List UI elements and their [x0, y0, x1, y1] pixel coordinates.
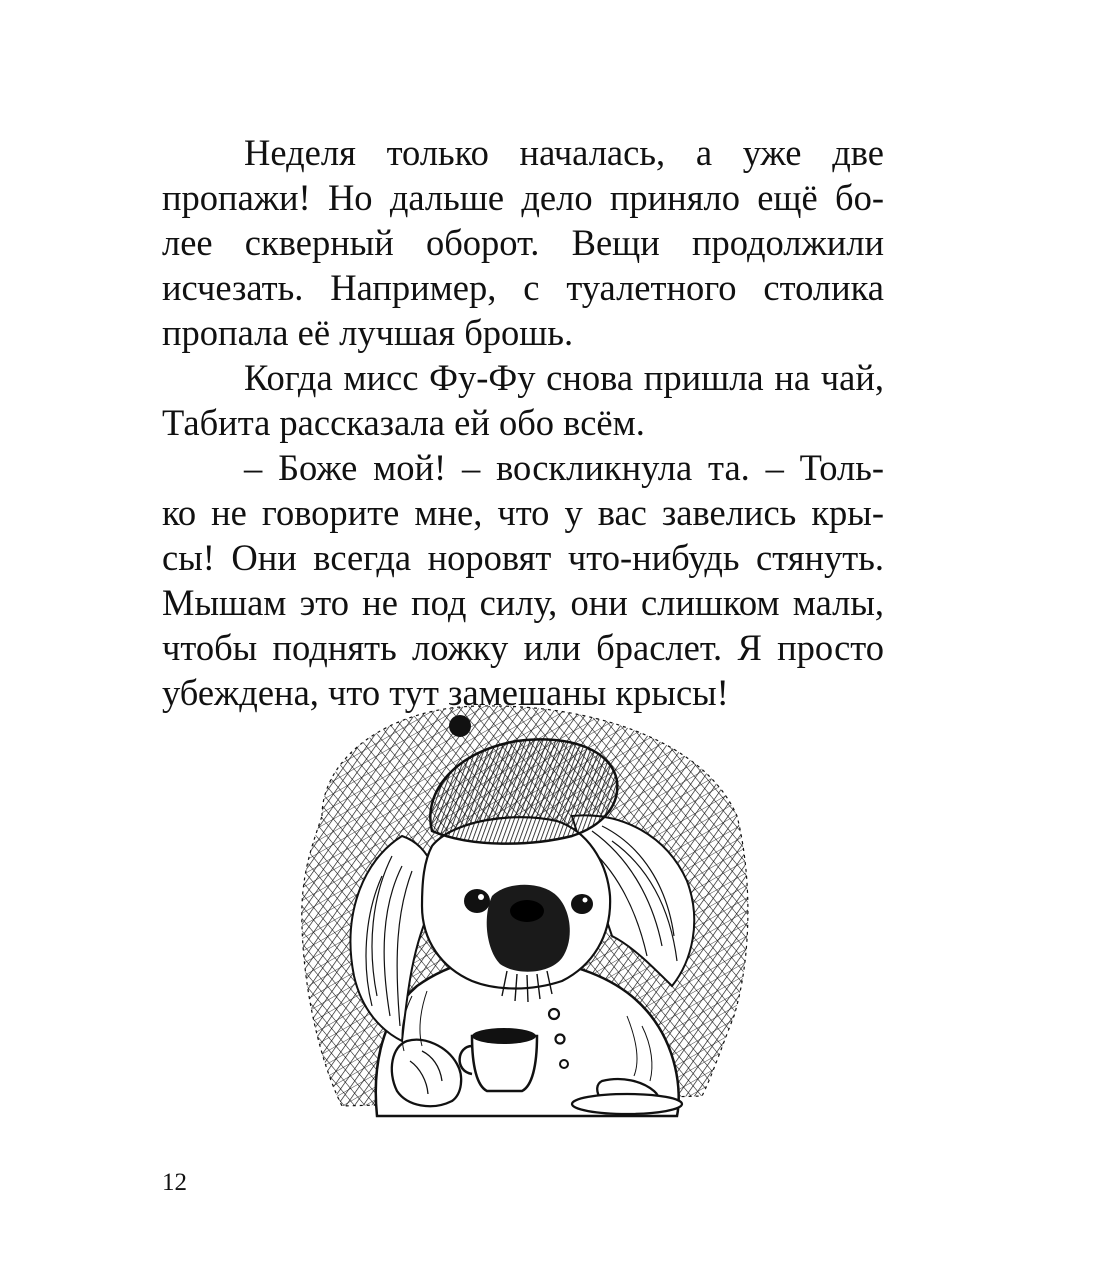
text-line: сы! Они всегда норовят что-нибудь стянуть.: [162, 537, 884, 578]
text-line: пропала её лучшая брошь.: [162, 312, 574, 353]
text-line: лее скверный оборот. Вещи продолжили: [162, 222, 884, 263]
text-line: исчезать. Например, с туалетного столика: [162, 267, 884, 308]
text-line: ко не говорите мне, что у вас завелись кры-: [162, 492, 884, 533]
text-line: Когда мисс Фу-Фу снова пришла на чай,: [244, 357, 884, 398]
page-number: 12: [162, 1169, 187, 1196]
text-line: Неделя только началась, а уже две: [244, 132, 884, 173]
beret-pompom: [449, 715, 471, 737]
pekingese-teacup-illustration: [282, 696, 752, 1156]
body-text: [162, 130, 884, 715]
muzzle: [487, 885, 570, 972]
text-line: – Боже мой! – воскликнула та. – Толь-: [244, 447, 884, 488]
saucer: [572, 1094, 682, 1114]
text-line: чтобы поднять ложку или браслет. Я просто: [162, 627, 884, 668]
teacup: [472, 1036, 537, 1091]
left-eye: [464, 889, 490, 913]
text-line: Мышам это не под силу, они слишком малы,: [162, 582, 884, 623]
text-line: убеждена, что тут замешаны крысы!: [162, 672, 729, 713]
text-line: Табита рассказала ей обо всём.: [162, 402, 645, 443]
text-line: пропажи! Но дальше дело приняло ещё бо-: [162, 177, 884, 218]
right-eye: [571, 894, 593, 914]
